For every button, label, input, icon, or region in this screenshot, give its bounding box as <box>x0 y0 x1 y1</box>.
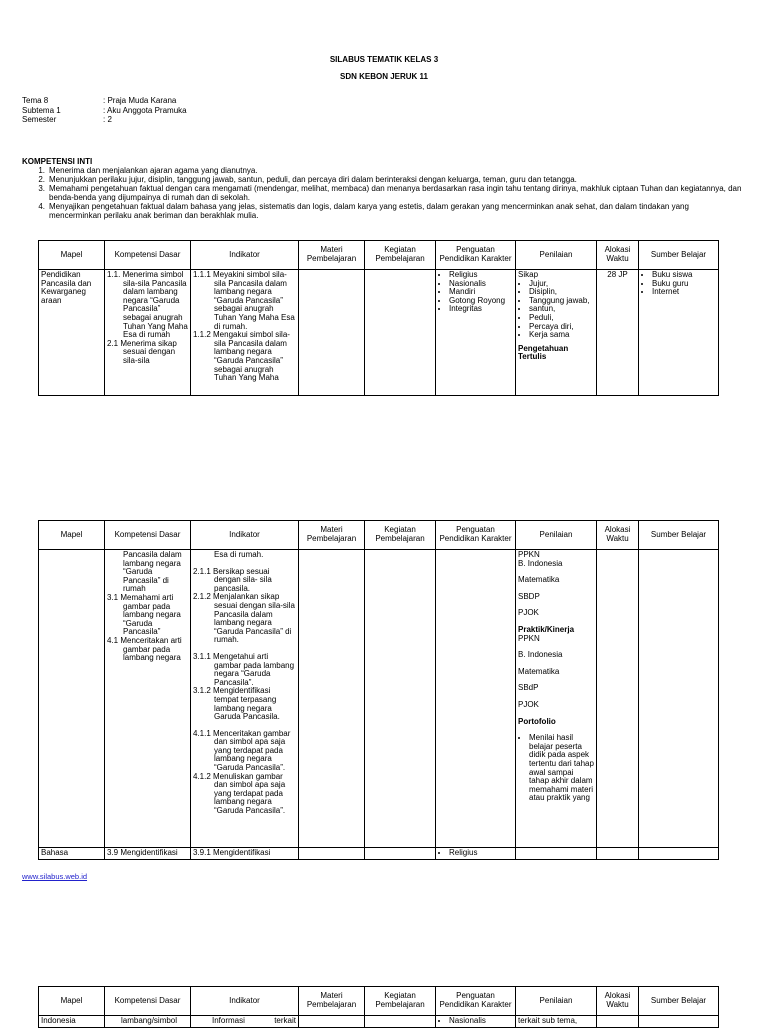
ki-item: 4. Menyajikan pengetahuan faktual dalam bahasa yang jelas, sistematis dan logis, dalam karya yang estetis, dalam gerakan yang mencerminkan anak sehat, dan dalam tindakan yang mencerminkan perilaku anak beriman dan berakhlak mulia. <box>38 202 689 220</box>
header-indikator: Indikator <box>191 521 299 550</box>
kd-cell: Pancasila dalam lambang negara “Garuda Pancasila” di rumah 3.1 Memahami arti gambar pada lambang negara “Garuda Pancasila” 4.1 Menceritakan arti gambar pada lambang negara <box>105 550 191 848</box>
document-title: SILABUS TEMATIK KELAS 3 <box>329 55 439 64</box>
header-materi: Materi Pembelajaran <box>299 521 365 550</box>
meta-value: : 2 <box>103 115 112 124</box>
syllabus-table-2 <box>38 520 719 860</box>
list-item: • Buku siswa <box>652 271 716 280</box>
list-item: • Kerja sama <box>529 331 594 340</box>
list-item: • Mandiri <box>449 288 513 297</box>
header-ppk: Penguatan Pendidikan Karakter <box>436 521 516 550</box>
list-item: • Disiplin, <box>529 288 594 297</box>
list-item: • santun, <box>529 305 594 314</box>
sumber-cell <box>639 1016 719 1028</box>
footer-link[interactable]: www.silabus.web.id <box>22 872 88 881</box>
meta-label: Subtema 1 <box>22 105 61 115</box>
header-penilaian: Penilaian <box>516 241 597 270</box>
alokasi-cell: 28 JP <box>597 270 639 396</box>
sumber-cell <box>639 848 719 860</box>
table-row <box>39 1016 719 1028</box>
header-kompetensi-dasar: Kompetensi Dasar <box>105 241 191 270</box>
kd-cell: 3.9 Mengidentifikasi <box>105 848 191 860</box>
mapel-cell <box>39 550 105 848</box>
materi-cell <box>299 550 365 848</box>
kd-cell: 1.1. Menerima simbol sila-sila Pancasila dalam lambang negara “Garuda Pancasila” sebagai anugrah Tuhan Yang Maha Esa di rumah 2.1 Menerima sikap sesuai dengan sila-sila <box>105 270 191 396</box>
list-item: • Religius <box>449 849 513 858</box>
header-kompetensi-dasar: Kompetensi Dasar <box>105 987 191 1016</box>
indikator-cell: Esa di rumah. 2.1.1 Bersikap sesuai dengan sila- sila pancasila. 2.1.2 Menjalankan sikap sesuai dengan sila-sila Pancasila dalam lambang negara “Garuda Pancasila” di rumah. 3.1.1 Mengetahui arti gambar pada lambang negara “Garuda Pancasila”. 3.1.2 Mengidentifikasi tempat terpasang lambang negara Garuda Pancasila. 4.1.1 Menceritakan gambar dan simbol apa saja yang terdapat pada lambang negara “Garuda Pancasila”. 4.1.2 Menuliskan gambar dan simbol apa saja yang terdapat pada lambang negara “Garuda Pancasila”. <box>191 550 299 848</box>
meta-value: : Praja Muda Karana <box>103 96 177 105</box>
list-item: • Integritas <box>449 305 513 314</box>
syllabus-table-3 <box>38 986 719 1028</box>
table-header-row <box>39 987 719 1016</box>
alokasi-cell <box>597 1016 639 1028</box>
mapel-cell: Pendidikan Pancasila dan Kewarganeg araan <box>39 270 105 396</box>
header-alokasi: Alokasi Waktu <box>597 521 639 550</box>
list-item: • Menilai hasil belajar peserta didik pada aspek tertentu dari tahap awal sampai tahap akhir dalam memahami materi atau praktik yang <box>529 734 594 803</box>
list-item: • Buku guru <box>652 280 716 289</box>
list-item: • Religius <box>449 271 513 280</box>
sumber-cell <box>639 550 719 848</box>
indikator-cell: Informasi terkait <box>191 1016 299 1028</box>
list-item: • Peduli, <box>529 314 594 323</box>
list-item: • Gotong Royong <box>449 297 513 306</box>
ppk-cell <box>436 1016 516 1028</box>
materi-cell <box>299 848 365 860</box>
list-item: • Tanggung jawab, <box>529 297 594 306</box>
penilaian-cell: Sikap • Jujur, • Disiplin, • Tanggung jawab, • santun, • Peduli, • Percaya diri, • Kerja sama Pengetahuan Tertulis <box>516 270 597 396</box>
materi-cell <box>299 1016 365 1028</box>
list-item: • Internet <box>652 288 716 297</box>
list-item: • Percaya diri, <box>529 323 594 332</box>
indikator-cell: 3.9.1 Mengidentifikasi <box>191 848 299 860</box>
ppk-cell <box>436 270 516 396</box>
header-kegiatan: Kegiatan Pembelajaran <box>365 241 436 270</box>
header-penilaian: Penilaian <box>516 521 597 550</box>
header-ppk: Penguatan Pendidikan Karakter <box>436 987 516 1016</box>
materi-cell <box>299 270 365 396</box>
table-header-row <box>39 241 719 270</box>
header-kompetensi-dasar: Kompetensi Dasar <box>105 521 191 550</box>
list-item: • Nasionalis <box>449 1017 513 1026</box>
meta-label: Tema 8 <box>22 96 49 105</box>
mapel-cell: Indonesia <box>39 1016 105 1028</box>
meta-label: Semester <box>22 115 57 124</box>
penilaian-cell <box>516 848 597 860</box>
school-name: SDN KEBON JERUK 11 <box>339 72 429 81</box>
ppk-cell <box>436 550 516 848</box>
indikator-cell: 1.1.1 Meyakini simbol sila-sila Pancasila dalam lambang negara “Garuda Pancasila” sebagai anugrah Tuhan Yang Maha Esa di rumah. 1.1.2 Mengakui simbol sila-sila Pancasila dalam lambang negara “Garuda Pancasila” sebagai anugrah Tuhan Yang Maha <box>191 270 299 396</box>
header-materi: Materi Pembelajaran <box>299 987 365 1016</box>
ki-heading: KOMPETENSI INTI <box>22 157 93 166</box>
kegiatan-cell <box>365 848 436 860</box>
header-mapel: Mapel <box>39 987 105 1016</box>
header-sumber: Sumber Belajar <box>639 241 719 270</box>
table-row <box>39 848 719 860</box>
header-sumber: Sumber Belajar <box>639 521 719 550</box>
sumber-cell <box>639 270 719 396</box>
ki-item: 1. Menerima dan menjalankan ajaran agama yang dianutnya. <box>38 166 258 175</box>
header-kegiatan: Kegiatan Pembelajaran <box>365 521 436 550</box>
kegiatan-cell <box>365 1016 436 1028</box>
ki-item: 2. Menunjukkan perilaku jujur, disiplin, tanggung jawab, santun, peduli, dan percaya diri dalam berinteraksi dengan keluarga, teman, guru dan tetangga. <box>38 175 577 184</box>
ki-item: 3. Memahami pengetahuan faktual dengan cara mengamati (mendengar, melihat, membaca) dan menanya berdasarkan rasa ingin tahu tentang dirinya, makhluk ciptaan Tuhan dan kegiatannya, dan benda-benda yang dijumpainya di rumah dan di sekolah. <box>38 184 742 202</box>
header-alokasi: Alokasi Waktu <box>597 987 639 1016</box>
syllabus-table-1 <box>38 240 719 396</box>
list-item: • Nasionalis <box>449 280 513 289</box>
header-materi: Materi Pembelajaran <box>299 241 365 270</box>
header-alokasi: Alokasi Waktu <box>597 241 639 270</box>
kd-cell: lambang/simbol <box>105 1016 191 1028</box>
kegiatan-cell <box>365 550 436 848</box>
mapel-cell: Bahasa <box>39 848 105 860</box>
alokasi-cell <box>597 550 639 848</box>
kegiatan-cell <box>365 270 436 396</box>
table-header-row <box>39 521 719 550</box>
ki-list <box>22 166 742 220</box>
ppk-cell <box>436 848 516 860</box>
meta-value: : Aku Anggota Pramuka <box>103 105 187 115</box>
header-sumber: Sumber Belajar <box>639 987 719 1016</box>
alokasi-cell <box>597 848 639 860</box>
header-mapel: Mapel <box>39 521 105 550</box>
header-indikator: Indikator <box>191 241 299 270</box>
syllabus-meta <box>22 96 187 125</box>
header-ppk: Penguatan Pendidikan Karakter <box>436 241 516 270</box>
list-item: • Jujur, <box>529 280 594 289</box>
penilaian-cell: terkait sub tema, <box>516 1016 597 1028</box>
header-kegiatan: Kegiatan Pembelajaran <box>365 987 436 1016</box>
header-penilaian: Penilaian <box>516 987 597 1016</box>
header-mapel: Mapel <box>39 241 105 270</box>
table-row <box>39 550 719 848</box>
header-indikator: Indikator <box>191 987 299 1016</box>
penilaian-cell: PPKN B. Indonesia Matematika SBDP PJOK Praktik/Kinerja PPKN B. Indonesia Matematika SBdP PJOK Portofolio • Menilai hasil belajar peserta didik pada aspek tertentu dari tahap awal sampai tahap akhir dalam memahami materi atau praktik yang <box>516 550 597 848</box>
table-row <box>39 270 719 396</box>
